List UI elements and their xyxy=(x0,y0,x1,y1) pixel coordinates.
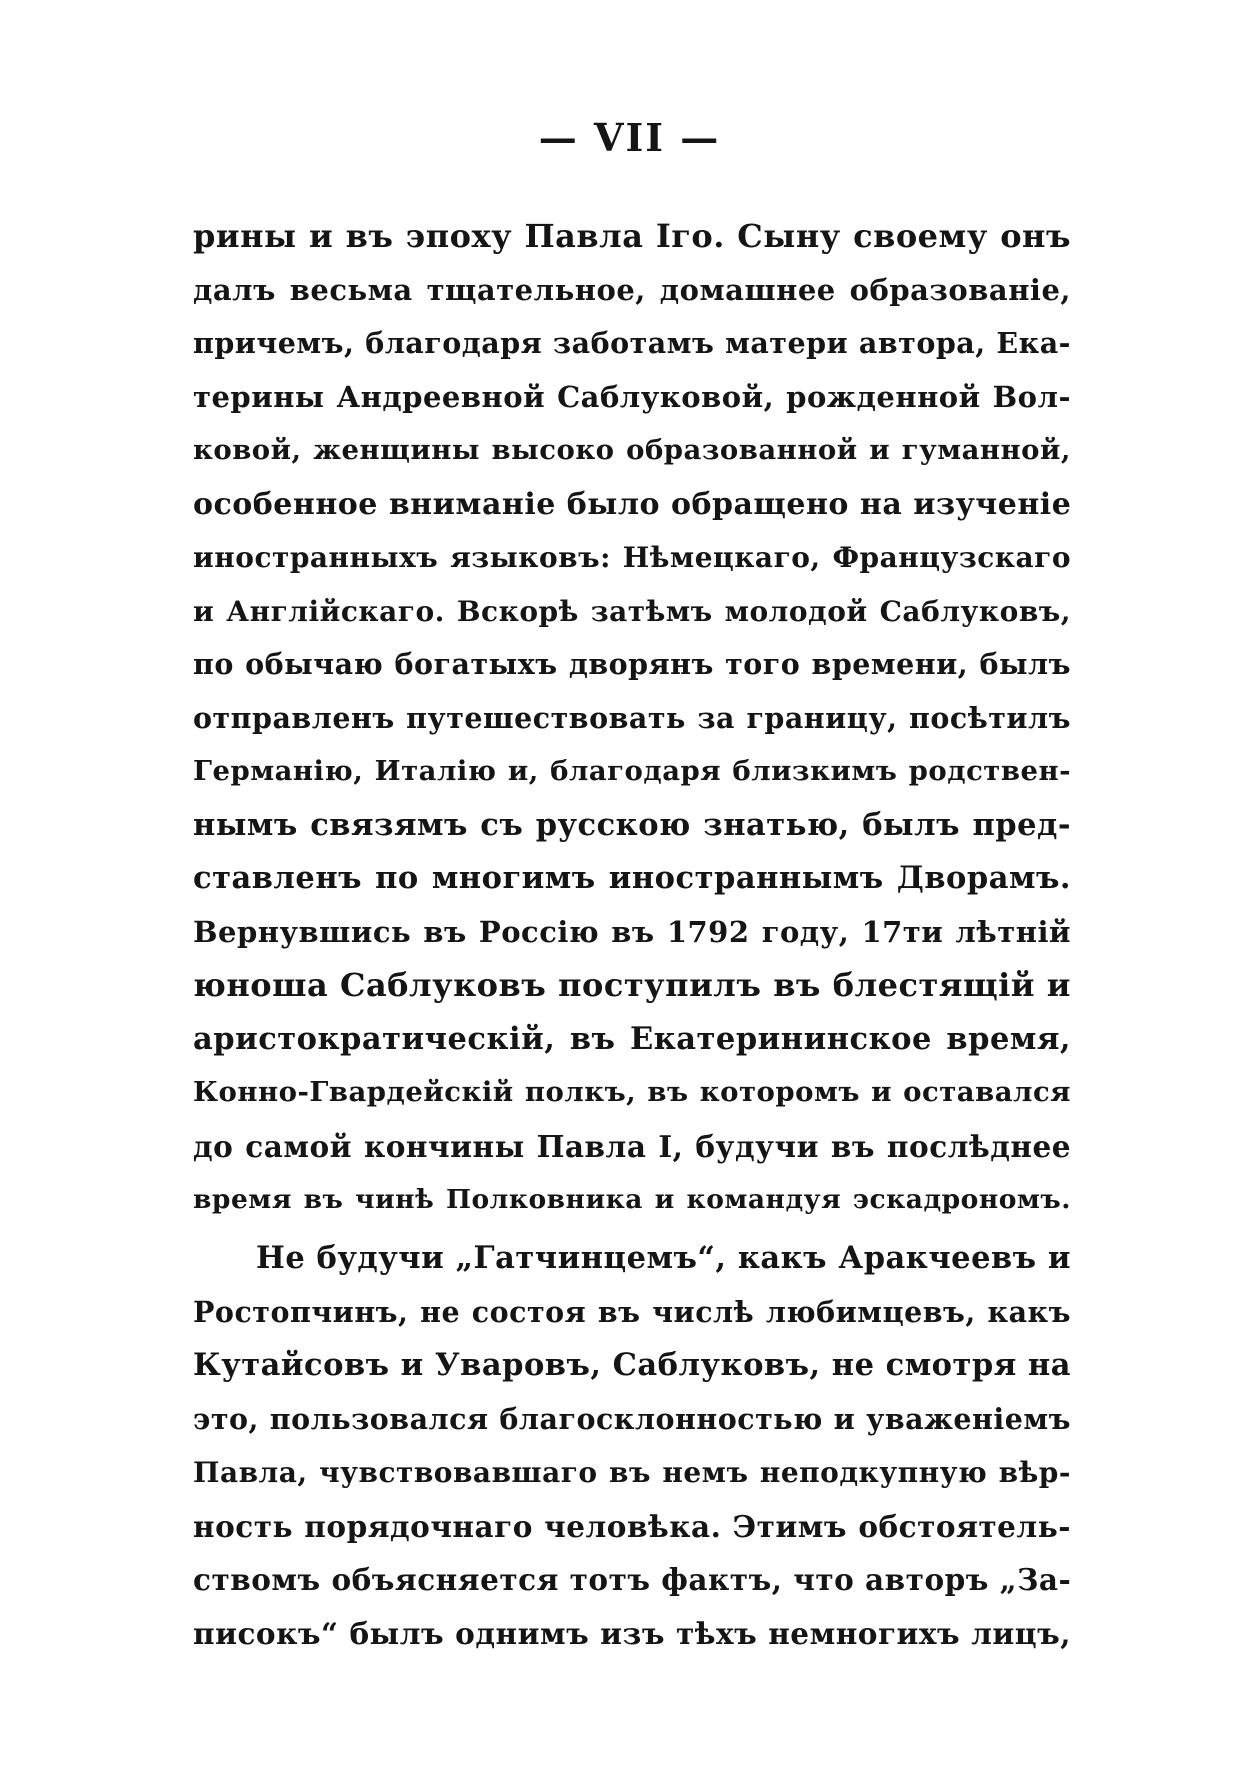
text-line: иностранныхъ языковъ: Нѣмецкаго, Французскаго xyxy=(193,541,1071,574)
text-line: ность порядочнаго человѣка. Этимъ обстоятель- xyxy=(193,1508,1071,1544)
text-line: аристократическій, въ Екатерининское время, xyxy=(193,1020,1071,1057)
text-line: рины и въ эпоху Павла Іго. Сыну своему онъ xyxy=(193,217,1071,255)
text-line: Кутайсовъ и Уваровъ, Саблуковъ, не смотря на xyxy=(193,1347,1071,1383)
text-line: Не будучи „Гатчинцемъ“, какъ Аракчеевъ и xyxy=(256,1240,1071,1276)
text-line: ставленъ по многимъ иностраннымъ Дворамъ. xyxy=(193,860,1071,896)
text-line: Конно-Гвардейскій полкъ, въ которомъ и оставался xyxy=(193,1076,1071,1108)
text-line: нымъ связямъ съ русскою знатью, былъ пред- xyxy=(193,806,1071,843)
text-line: Германію, Италію и, благодаря близкимъ родствен- xyxy=(193,755,1071,787)
text-line: Павла, чувствовавшаго въ немъ неподкупную вѣр- xyxy=(193,1456,1071,1489)
text-line: ствомъ объясняется тотъ фактъ, что авторъ „За- xyxy=(193,1562,1072,1597)
text-line: по обычаю богатыхъ дворянъ того времени, былъ xyxy=(193,647,1071,681)
text-line: терины Андреевной Саблуковой, рожденной Вол- xyxy=(193,379,1071,414)
paragraph-1 xyxy=(193,210,1071,1227)
text-line: Вернувшись въ Россію въ 1792 году, 17ти лѣтній xyxy=(193,914,1071,949)
text-line: писокъ“ былъ однимъ изъ тѣхъ немногихъ лицъ, xyxy=(193,1615,1071,1651)
page-number-header: — VII — xyxy=(538,115,721,160)
text-line: Ростопчинъ, не состоя въ числѣ любимцевъ, какъ xyxy=(193,1294,1071,1329)
text-line: ковой, женщины высоко образованной и гуманной, xyxy=(193,434,1071,466)
text-line: особенное вниманіе было обращено на изученіе xyxy=(193,486,1072,522)
text-line: и Англійскаго. Вскорѣ затѣмъ молодой Саблуковъ, xyxy=(193,594,1071,628)
text-line: это, пользовался благосклонностью и уваженіемъ xyxy=(193,1401,1071,1436)
text-line: причемъ, благодаря заботамъ матери автора, Ека- xyxy=(193,326,1071,360)
text-line: отправленъ путешествовать за границу, посѣтилъ xyxy=(193,700,1071,735)
text-line: юноша Саблуковъ поступилъ въ блестящій и xyxy=(193,966,1071,1004)
text-line: далъ весьма тщательное, домашнее образованіе, xyxy=(193,272,1071,307)
text-line: до самой кончины Павла І, будучи въ послѣднее xyxy=(193,1128,1071,1164)
paragraph-2 xyxy=(193,1232,1071,1660)
text-line: время въ чинѣ Полковника и командуя эскадрономъ. xyxy=(193,1184,1071,1215)
